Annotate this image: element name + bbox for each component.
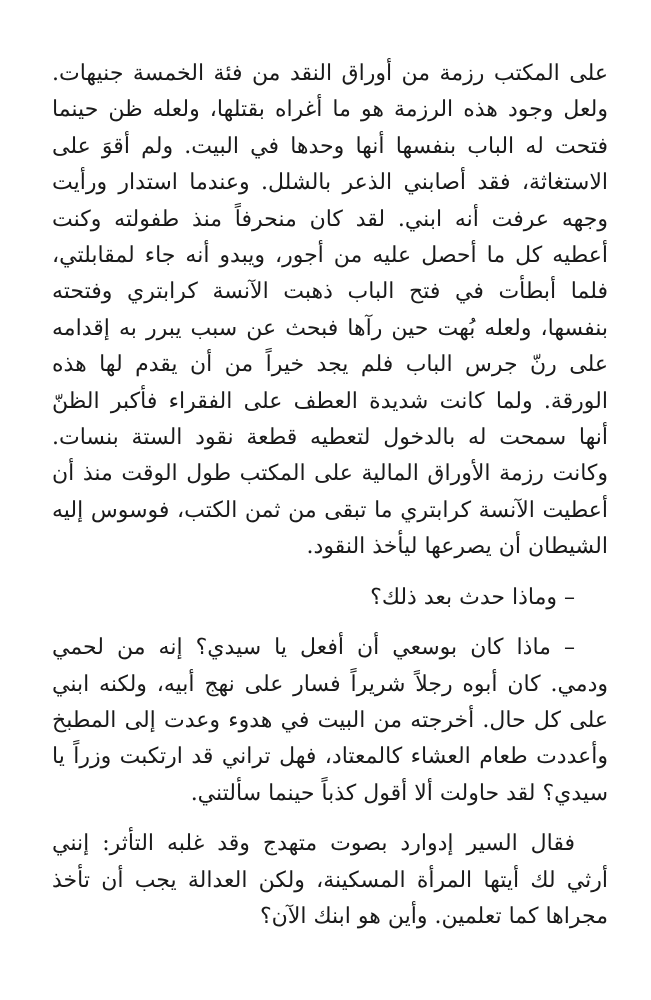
paragraph-question: – وماذا حدث بعد ذلك؟	[370, 584, 575, 610]
paragraph-answer: – ماذا كان بوسعي أن أفعل يا سيدي؟ إنه من لحمي ودمي. كان أبوه رجلاً شريراً فسار على نهج أبيه، ولكنه ابني على كل حال. أخرجته من البيت في هدوء وعدت إلى المطبخ وأعددت طعام العشاء كالمعتاد، فهل تراني قد ارتكبت وزراً يا سيدي؟ لقد حاولت ألا أقول كذباً حينما سألتني.	[52, 635, 608, 806]
document-page	[52, 56, 608, 935]
paragraph-reply: فقال السير إدوارد بصوت متهدج وقد غلبه التأثر: إنني أرثي لك أيتها المرأة المسكينة، ولكن العدالة يجب أن تأخذ مجراها كما تعلمين. وأين هو ابنك الآن؟	[52, 831, 608, 929]
paragraph-narrative: على المكتب رزمة من أوراق النقد من فئة الخمسة جنيهات. ولعل وجود هذه الرزمة هو ما أغراه بقتلها، ولعله ظن حينما فتحت له الباب بنفسها أنها وحدها في البيت. ولم أقوَ على الاستغاثة، فقد أصابني الذعر بالشلل. وعندما استدار ورأيت وجهه عرفت أنه ابني. لقد كان منحرفاً منذ طفولته وكنت أعطيه كل ما أحصل عليه من أجور، ويبدو أنه جاء لمقابلتي، فلما أبطأت في فتح الباب ذهبت الآنسة كرابتري وفتحته بنفسها، ولعله بُهت حين رآها فبحث عن سبب يبرر به إقدامه على رنّ جرس الباب فلم يجد خيراً من أن يقدم لها هذه الورقة. ولما كانت شديدة العطف على الفقراء فأكبر الظنّ أنها سمحت له بالدخول لتعطيه قطعة نقود الستة بنسات. وكانت رزمة الأوراق المالية على المكتب طول الوقت منذ أن أعطيت الآنسة كرابتري ما تبقى من ثمن الكتب، فوسوس إليه الشيطان أن يصرعها ليأخذ النقود.	[52, 61, 608, 560]
